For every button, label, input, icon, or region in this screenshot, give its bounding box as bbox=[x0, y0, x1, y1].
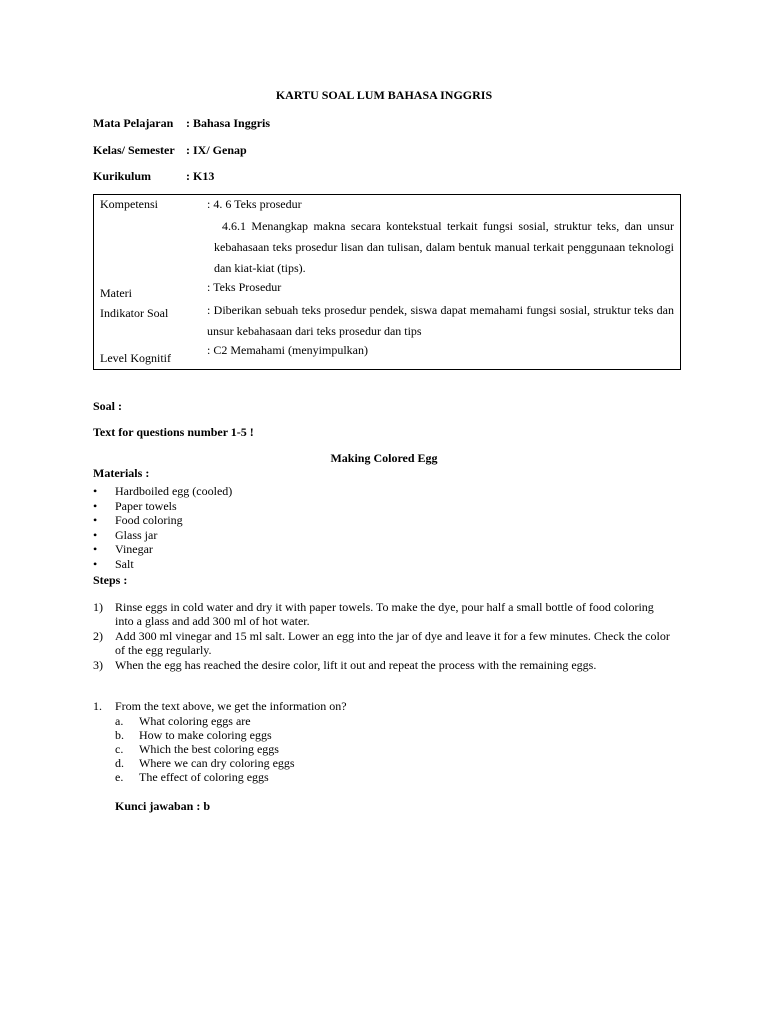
steps-heading: Steps : bbox=[93, 573, 128, 587]
steps-list bbox=[93, 600, 675, 672]
material-label: Materi bbox=[100, 286, 132, 300]
step-text: Add 300 ml vinegar and 15 ml salt. Lower an egg into the jar of dye and leave it for a few minutes. Check the color of the egg regularly. bbox=[115, 628, 670, 658]
competency-value: : 4. 6 Teks prosedur bbox=[207, 197, 302, 211]
option-item bbox=[115, 770, 295, 784]
indicator-value: : Diberikan sebuah teks prosedur pendek, siswa dapat memahami fungsi sosial, struktur teks dan unsur kebahasaan dari teks prosedur dan tips bbox=[207, 303, 674, 338]
document-title: KARTU SOAL LUM BAHASA INGGRIS bbox=[275, 88, 493, 102]
cognitive-level-label: Level Kognitif bbox=[100, 351, 171, 365]
option-letter: d. bbox=[115, 756, 124, 770]
option-letter: c. bbox=[115, 742, 124, 756]
curriculum-label: Kurikulum bbox=[93, 169, 152, 183]
answer-options bbox=[115, 714, 295, 784]
soal-heading: Soal : bbox=[93, 399, 123, 413]
text-instruction: Text for questions number 1-5 ! bbox=[93, 425, 254, 439]
option-item bbox=[115, 742, 295, 756]
indicator-label: Indikator Soal bbox=[100, 306, 169, 320]
question-number: 1. bbox=[93, 699, 102, 713]
step-item bbox=[93, 629, 675, 658]
competency-detail: 4.6.1 Menangkap makna secara kontekstual terkait fungsi sosial, struktur teks, dan unsur kebahasaan teks prosedur lisan dan tulisan, dalam bentuk manual terkait penggunaan teknologi dan kiat-kiat (tips). bbox=[214, 219, 674, 275]
option-item bbox=[115, 714, 295, 728]
list-item: • Salt bbox=[93, 557, 232, 572]
materials-list bbox=[93, 484, 232, 572]
step-number: 1) bbox=[93, 600, 103, 614]
list-item: • Hardboiled egg (cooled) bbox=[93, 484, 232, 499]
option-text: The effect of coloring eggs bbox=[139, 770, 269, 784]
cognitive-level-value: : C2 Memahami (menyimpulkan) bbox=[207, 343, 368, 357]
option-letter: a. bbox=[115, 714, 124, 728]
class-semester-label: Kelas/ Semester bbox=[93, 143, 175, 157]
text-title: Making Colored Egg bbox=[330, 451, 438, 465]
list-item: • Food coloring bbox=[93, 513, 232, 528]
curriculum-line bbox=[93, 169, 214, 183]
list-item: • Paper towels bbox=[93, 499, 232, 514]
class-semester-value: : IX/ Genap bbox=[186, 143, 247, 157]
subject-label: Mata Pelajaran bbox=[93, 116, 174, 130]
option-letter: b. bbox=[115, 728, 124, 742]
step-text: Rinse eggs in cold water and dry it with paper towels. To make the dye, pour half a small bottle of food coloring into a glass and add 300 ml of hot water. bbox=[115, 600, 654, 629]
step-text: When the egg has reached the desire color, lift it out and repeat the process with the remaining eggs. bbox=[115, 657, 597, 672]
step-item bbox=[93, 600, 675, 629]
option-item bbox=[115, 728, 295, 742]
question-text: From the text above, we get the information on? bbox=[115, 699, 347, 713]
option-text: Which the best coloring eggs bbox=[139, 742, 279, 756]
option-text: Where we can dry coloring eggs bbox=[139, 756, 295, 770]
materials-heading: Materials : bbox=[93, 466, 150, 480]
curriculum-value: : K13 bbox=[186, 169, 215, 183]
option-text: What coloring eggs are bbox=[139, 714, 251, 728]
option-item bbox=[115, 756, 295, 770]
list-item: • Vinegar bbox=[93, 542, 232, 557]
competency-label: Kompetensi bbox=[100, 197, 158, 211]
step-number: 3) bbox=[93, 657, 103, 672]
material-value: : Teks Prosedur bbox=[207, 280, 282, 294]
answer-key: Kunci jawaban : b bbox=[115, 799, 211, 813]
subject-value: : Bahasa Inggris bbox=[186, 116, 271, 130]
subject-line bbox=[93, 116, 270, 130]
class-semester-line bbox=[93, 143, 247, 157]
step-item bbox=[93, 658, 675, 672]
step-number: 2) bbox=[93, 628, 103, 643]
list-item: • Glass jar bbox=[93, 528, 232, 543]
option-letter: e. bbox=[115, 770, 124, 784]
option-text: How to make coloring eggs bbox=[139, 728, 272, 742]
